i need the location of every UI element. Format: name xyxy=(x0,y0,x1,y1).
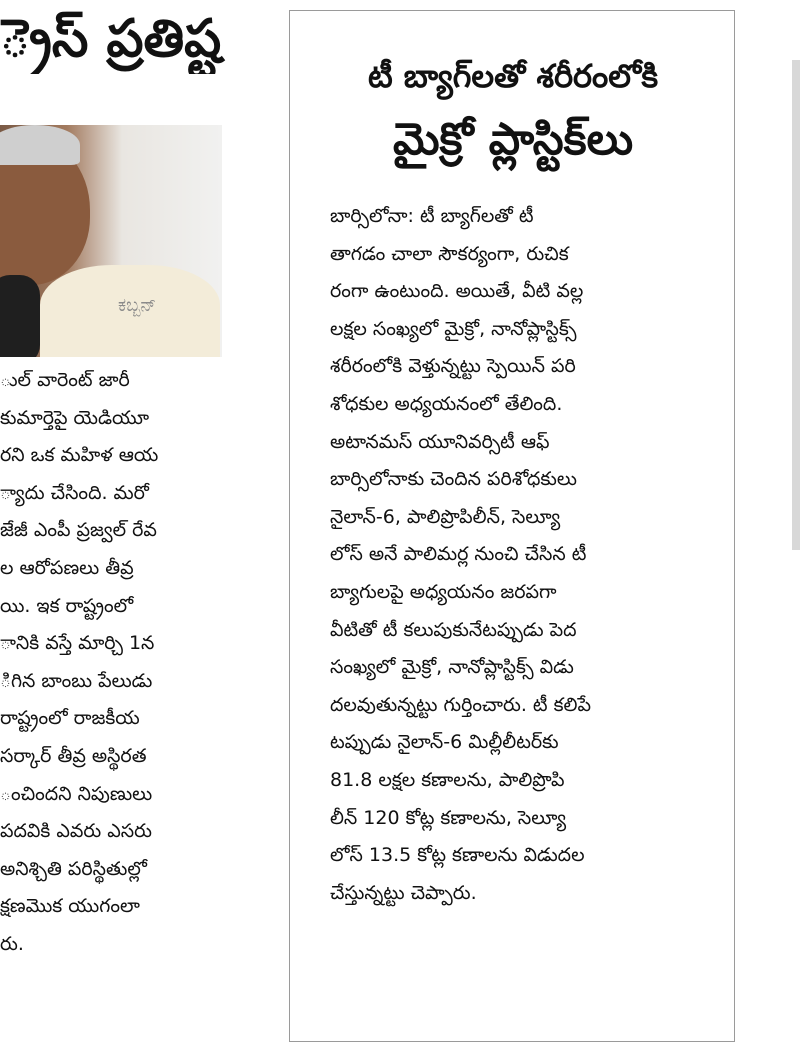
article-line: టప్పుడు నైలాన్-6 మిల్లీలీటర్‌కు xyxy=(330,731,559,754)
body-line: రు. xyxy=(0,932,24,955)
microphone-icon xyxy=(0,275,40,357)
adjacent-article-headline: ్రెస్ ప్రతిష్ట xyxy=(0,9,222,69)
body-line: ానికి వస్తే మార్చి 1న xyxy=(0,632,155,655)
article-line: సంఖ్యలో మైక్రో, నానోప్లాస్టిక్స్ విడు xyxy=(330,656,574,679)
news-photo xyxy=(0,125,222,357)
article-line: అటానమస్ యూనివర్సిటీ ఆఫ్ xyxy=(330,430,550,453)
article-line: లీన్ 120 కోట్ల కణాలను, సెల్యూ xyxy=(330,806,567,829)
body-line: ుల్ వారెంట్ జారీ xyxy=(0,369,130,391)
adjacent-page-edge xyxy=(792,60,800,550)
article-box xyxy=(289,10,735,1042)
article-line: 81.8 లక్షల కణాలను, పాలిప్రొపి xyxy=(330,768,565,791)
article-line: లోస్ 13.5 కోట్ల కణాలను విడుదల xyxy=(330,844,585,867)
article-body xyxy=(330,198,706,912)
article-line: బార్సిలోనా: టీ బ్యాగ్‌లతో టీ xyxy=(330,205,534,227)
adjacent-article-body xyxy=(0,362,262,964)
adjacent-article-column xyxy=(0,0,262,1049)
article-line: బార్సిలోనాకు చెందిన పరిశోధకులు xyxy=(330,468,577,491)
article-line: లోస్ అనే పాలిమర్ల నుంచి చేసిన టీ xyxy=(330,543,587,566)
article-line: చేస్తున్నట్టు చెప్పారు. xyxy=(330,881,477,904)
body-line: ిగిన బాంబు పేలుడు xyxy=(0,669,153,692)
body-line: రాష్ట్రంలో రాజకీయ xyxy=(0,707,140,730)
body-line: జేజీ ఎంపీ ప్రజ్వల్ రేవ xyxy=(0,519,157,542)
article-line: వీటితో టీ కలుపుకునేటప్పుడు పెద xyxy=(330,618,577,641)
body-line: ల ఆరోపణలు తీవ్ర xyxy=(0,556,134,579)
article-line: లక్షల సంఖ్యలో మైక్రో, నానోప్లాస్టిక్స్ xyxy=(330,317,577,340)
body-line: అనిశ్చితి పరిస్థితుల్లో xyxy=(0,857,147,880)
body-line: యి. ఇక రాష్ట్రంలో xyxy=(0,594,134,617)
body-line: ్యాదు చేసింది. మరో xyxy=(0,481,149,504)
article-headline-line1: టీ బ్యాగ్‌లతో శరీరంలోకి xyxy=(367,57,659,95)
photo-hair xyxy=(0,125,80,165)
article-headline-line2: మైక్రో ప్లాస్టిక్‌లు xyxy=(392,114,634,165)
article-line: తాగడం చాలా సౌకర్యంగా, రుచిక xyxy=(330,242,569,265)
article-line: శరీరంలోకి వెళ్తున్నట్టు స్పెయిన్ పరి xyxy=(330,355,576,378)
article-line: నైలాన్-6, పాలిప్రొపిలీన్, సెల్యూ xyxy=(330,505,561,528)
body-line: పదవికి ఎవరు ఎసరు xyxy=(0,820,152,843)
body-line: రని ఒక మహిళ ఆయ xyxy=(0,444,159,467)
photo-background-text: ಕಬ್ಬನ್ xyxy=(118,295,157,316)
body-line: క్షణమొక యుగంలా xyxy=(0,895,140,918)
body-line: ంచిందని నిపుణులు xyxy=(0,782,153,805)
article-line: రంగా ఉంటుంది. అయితే, వీటి వల్ల xyxy=(330,280,584,303)
body-line: కుమార్తెపై యెడియూ xyxy=(0,406,150,429)
body-line: సర్కార్ తీవ్ర అస్థిరత xyxy=(0,744,147,767)
article-line: శోధకుల అధ్యయనంలో తేలింది. xyxy=(330,392,563,415)
article-line: బ్యాగులపై అధ్యయనం జరపగా xyxy=(330,580,557,603)
article-line: దలవుతున్నట్టు గుర్తించారు. టీ కలిపే xyxy=(330,693,591,716)
